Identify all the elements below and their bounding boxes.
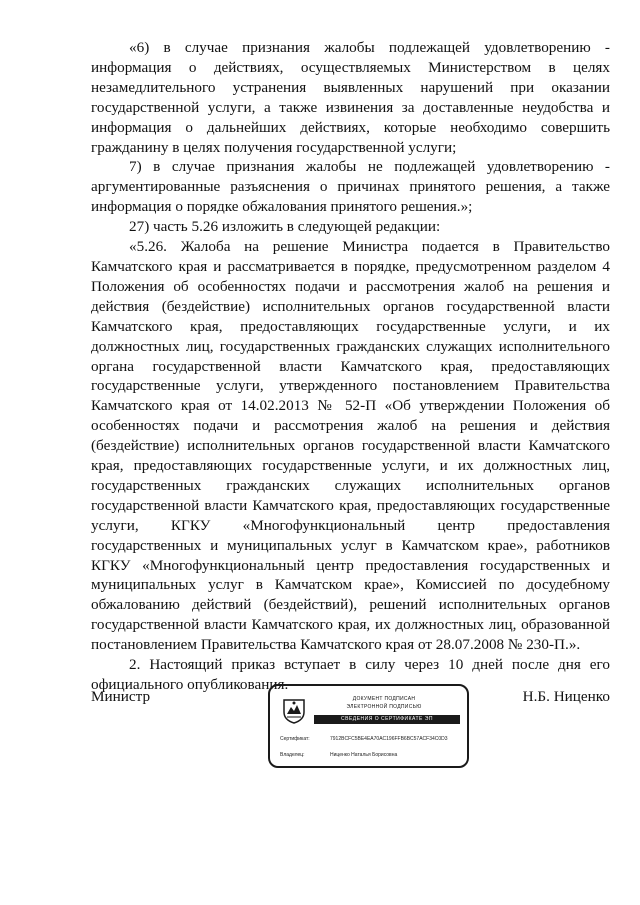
certificate-value: 7912BCFC5BE4EA70AC196FFB6BC57ACF34C0D3 [330,736,448,742]
stamp-title-line2: ЭЛЕКТРОННОЙ ПОДПИСЬЮ [346,704,422,710]
paragraph-item-7: 7) в случае признания жалобы не подлежащей удовлетворению - аргументированные разъяснения о причинах принятого решения, а также информация о порядке обжалования принятого решения.»; [91,158,610,216]
paragraph-effective-date: 2. Настоящий приказ вступает в силу через 10 дней после дня его официального опубликования. [91,656,610,693]
signature-position: Министр [91,688,151,705]
document-body [91,38,610,695]
stamp-title-line1: ДОКУМЕНТ ПОДПИСАН [352,696,416,702]
paragraph-item-6: «6) в случае признания жалобы подлежащей удовлетворению - информация о действиях, осуществляемых Министерством в целях незамедлительного устранения выявленных нарушений при оказании государственной услуги, а также извинения за доставленные неудобства и информация о дальнейших действиях, которые необходимо совершить гражданину в целях получения государственной услуги; [91,39,610,156]
stamp-certificate-header: СВЕДЕНИЯ О СЕРТИФИКАТЕ ЭП [314,715,460,724]
electronic-signature-stamp [268,684,469,768]
signature-name: Н.Б. Ниценко [522,688,610,705]
coat-of-arms-icon [282,696,306,724]
certificate-label: Сертификат: [280,736,310,742]
owner-label: Владелец: [280,752,305,758]
owner-value: Ниценко Наталья Борисовна [330,752,398,758]
paragraph-item-27: 27) часть 5.26 изложить в следующей редакции: [129,218,441,236]
paragraph-5-26: «5.26. Жалоба на решение Министра подается в Правительство Камчатского края и рассматривается в порядке, предусмотренном разделом 4 Положения об особенностях подачи и рассмотрения жалоб на решения и действия (бездействие) исполнительных органов государственной власти Камчатского края, предоставляющих государственные услуги, и их должностных лиц, государственных гражданских служащих исполнительного органа государственной власти Камчатского края, предоставляющих государственные услуги, утвержденного постановлением Правительства Камчатского края от 14.02.2013 № 52-П «Об утверждении Положения об особенностях подачи и рассмотрения жалоб на решения и действия (бездействие) исполнительных органов государственной власти Камчатского края, предоставляющих государственные услуги, и их должностных лиц, государственных гражданских служащих исполнительных органов государственной власти Камчатского края, предоставляющих государственные услуги, КГКУ «Многофункциональный центр предоставления государственных и муниципальных услуг в Камчатском крае», работников КГКУ «Многофункциональный центр предоставления государственных и муниципальных услуг в Камчатском крае», Комиссией по досудебному обжалованию действий (бездействий), решений исполнительных органов государственной власти Камчатского края, их должностных лиц, образованной постановлением Правительства Камчатского края от 28.07.2008 № 230-П.». [91,238,610,654]
